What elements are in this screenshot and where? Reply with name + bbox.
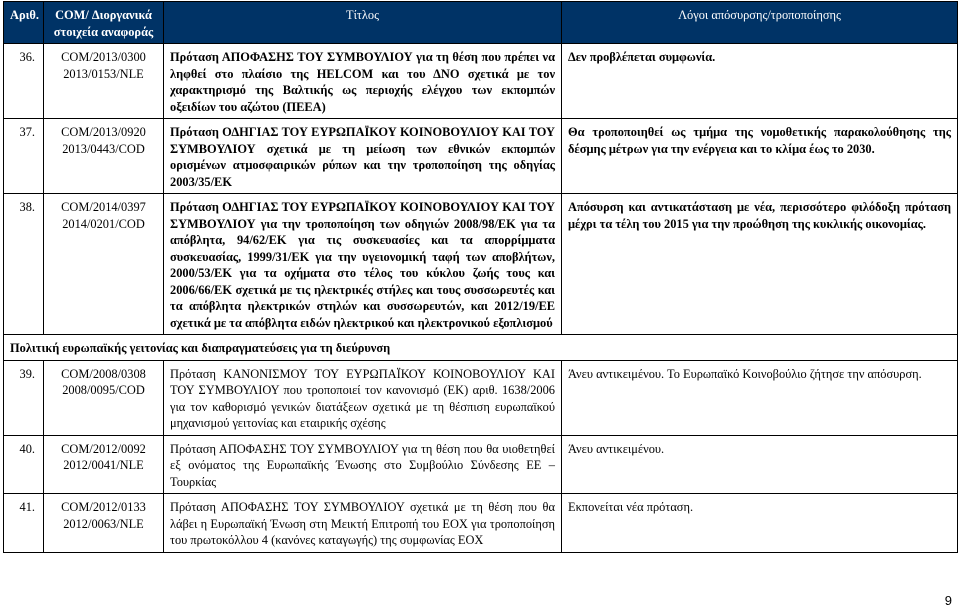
row-number: 37. <box>4 119 44 194</box>
com-reference: COM/2013/0920 <box>61 125 146 139</box>
procedure-reference: 2012/0063/NLE <box>63 516 144 531</box>
row-reference <box>44 435 164 494</box>
row-reference <box>44 44 164 119</box>
row-reference <box>44 119 164 194</box>
table-row <box>4 360 958 435</box>
row-title: Πρόταση ΑΠΟΦΑΣΗΣ ΤΟΥ ΣΥΜΒΟΥΛΙΟΥ για τη θέση που πρέπει να ληφθεί στο πλαίσιο της HELCOM και του ΔΝΟ σχετικά με τον χαρακτηρισμό της Βαλτικής ως περιοχής ελέγχου των εκπομπών οξειδίων του αζώτου (ΠΕΕΑ) <box>164 44 562 119</box>
row-reason: Άνευ αντικειμένου. <box>562 435 958 494</box>
procedure-reference: 2008/0095/COD <box>62 383 145 397</box>
header-reason: Λόγοι απόσυρσης/τροποποίησης <box>562 2 958 44</box>
section-heading-row <box>4 335 958 361</box>
row-reference <box>44 194 164 335</box>
row-number: 36. <box>4 44 44 119</box>
row-title: Πρόταση ΑΠΟΦΑΣΗΣ ΤΟΥ ΣΥΜΒΟΥΛΙΟΥ για τη θέση που θα υιοθετηθεί εξ ονόματος της Ευρωπαϊκής Ένωσης στο Συμβούλιο Σύνδεσης ΕΕ –Τουρκίας <box>164 435 562 494</box>
procedure-reference: 2013/0153/NLE <box>63 66 144 81</box>
row-number: 41. <box>4 494 44 553</box>
page-number: 9 <box>944 593 952 608</box>
procedure-reference: 2014/0201/COD <box>62 216 145 231</box>
table-row <box>4 194 958 335</box>
header-title: Τίτλος <box>164 2 562 44</box>
table-row <box>4 44 958 119</box>
com-reference: COM/2013/0300 <box>61 50 146 64</box>
row-reference <box>44 494 164 553</box>
row-reason: Άνευ αντικειμένου. Το Ευρωπαϊκό Κοινοβούλιο ζήτησε την απόσυρση. <box>562 360 958 435</box>
row-reference <box>44 360 164 435</box>
table-row <box>4 119 958 194</box>
row-reason: Απόσυρση και αντικατάσταση με νέα, περισσότερο φιλόδοξη πρόταση μέχρι τα τέλη του 2015 για την προώθηση της κυκλικής οικονομίας. <box>562 194 958 335</box>
com-reference: COM/2008/0308 <box>61 366 146 381</box>
row-number: 39. <box>4 360 44 435</box>
table-row <box>4 494 958 553</box>
row-reason: Δεν προβλέπεται συμφωνία. <box>562 44 958 119</box>
row-title: Πρόταση ΚΑΝΟΝΙΣΜΟΥ ΤΟΥ ΕΥΡΩΠΑΪΚΟΥ ΚΟΙΝΟΒΟΥΛΙΟΥ ΚΑΙ ΤΟΥ ΣΥΜΒΟΥΛΙΟΥ που τροποποιεί τον κανονισμό (ΕΚ) αριθ. 1638/2006 για τον καθορισμό γενικών διατάξεων σχετικά με τη θέσπιση ευρωπαϊκού μηχανισμού γειτονίας και εταιρικής σχέσης <box>164 360 562 435</box>
row-number: 40. <box>4 435 44 494</box>
row-title: Πρόταση ΟΔΗΓΙΑΣ ΤΟΥ ΕΥΡΩΠΑΪΚΟΥ ΚΟΙΝΟΒΟΥΛΙΟΥ ΚΑΙ ΤΟΥ ΣΥΜΒΟΥΛΙΟΥ για την τροποποίηση των οδηγιών 2008/98/ΕΚ για τα απόβλητα, 94/62/ΕΚ για τις συσκευασίες και τα απορρίμματα συσκευασίας, 1999/31/ΕΚ για την υγειονομική ταφή των αποβλήτων, 2000/53/ΕΚ για τα οχήματα στο τέλος του κύκλου ζωής τους και 2006/66/ΕΚ σχετικά με τις ηλεκτρικές στήλες και τους συσσωρευτές και τα απόβλητα ηλεκτρικών στηλών και συσσωρευτών, και 2012/19/ΕΕ σχετικά με τα απόβλητα ειδών ηλεκτρικού και ηλεκτρονικού εξοπλισμού <box>164 194 562 335</box>
row-reason: Θα τροποποιηθεί ως τμήμα της νομοθετικής παρακολούθησης της δέσμης μέτρων για την ενέργεια και το κλίμα έως το 2030. <box>562 119 958 194</box>
table-row <box>4 435 958 494</box>
header-reference: COM/ Διοργανικά στοιχεία αναφοράς <box>44 2 164 44</box>
com-reference: COM/2012/0092 <box>61 441 146 456</box>
withdrawn-proposals-table <box>3 1 958 553</box>
table-header-row <box>4 2 958 44</box>
com-reference: COM/2012/0133 <box>61 500 146 514</box>
section-heading: Πολιτική ευρωπαϊκής γειτονίας και διαπραγματεύσεις για τη διεύρυνση <box>4 335 958 361</box>
row-reason: Εκπονείται νέα πρόταση. <box>562 494 958 553</box>
row-number: 38. <box>4 194 44 335</box>
procedure-reference: 2013/0443/COD <box>62 141 145 156</box>
row-title: Πρόταση ΟΔΗΓΙΑΣ ΤΟΥ ΕΥΡΩΠΑΪΚΟΥ ΚΟΙΝΟΒΟΥΛΙΟΥ ΚΑΙ ΤΟΥ ΣΥΜΒΟΥΛΙΟΥ σχετικά με τη μείωση των εθνικών εκπομπών ορισμένων ατμοσφαιρικών ρύπων και την τροποποίηση της οδηγίας 2003/35/ΕΚ <box>164 119 562 194</box>
header-number: Αριθ. <box>4 2 44 44</box>
procedure-reference: 2012/0041/NLE <box>63 458 144 472</box>
com-reference: COM/2014/0397 <box>61 200 146 214</box>
row-title: Πρόταση ΑΠΟΦΑΣΗΣ ΤΟΥ ΣΥΜΒΟΥΛΙΟΥ σχετικά με τη θέση που θα λάβει η Ευρωπαϊκή Ένωση στη Μεικτή Επιτροπή του ΕΟΧ για τροποποίηση του πρωτοκόλλου 4 (κανόνες καταγωγής) της συμφωνίας ΕΟΧ <box>164 494 562 553</box>
